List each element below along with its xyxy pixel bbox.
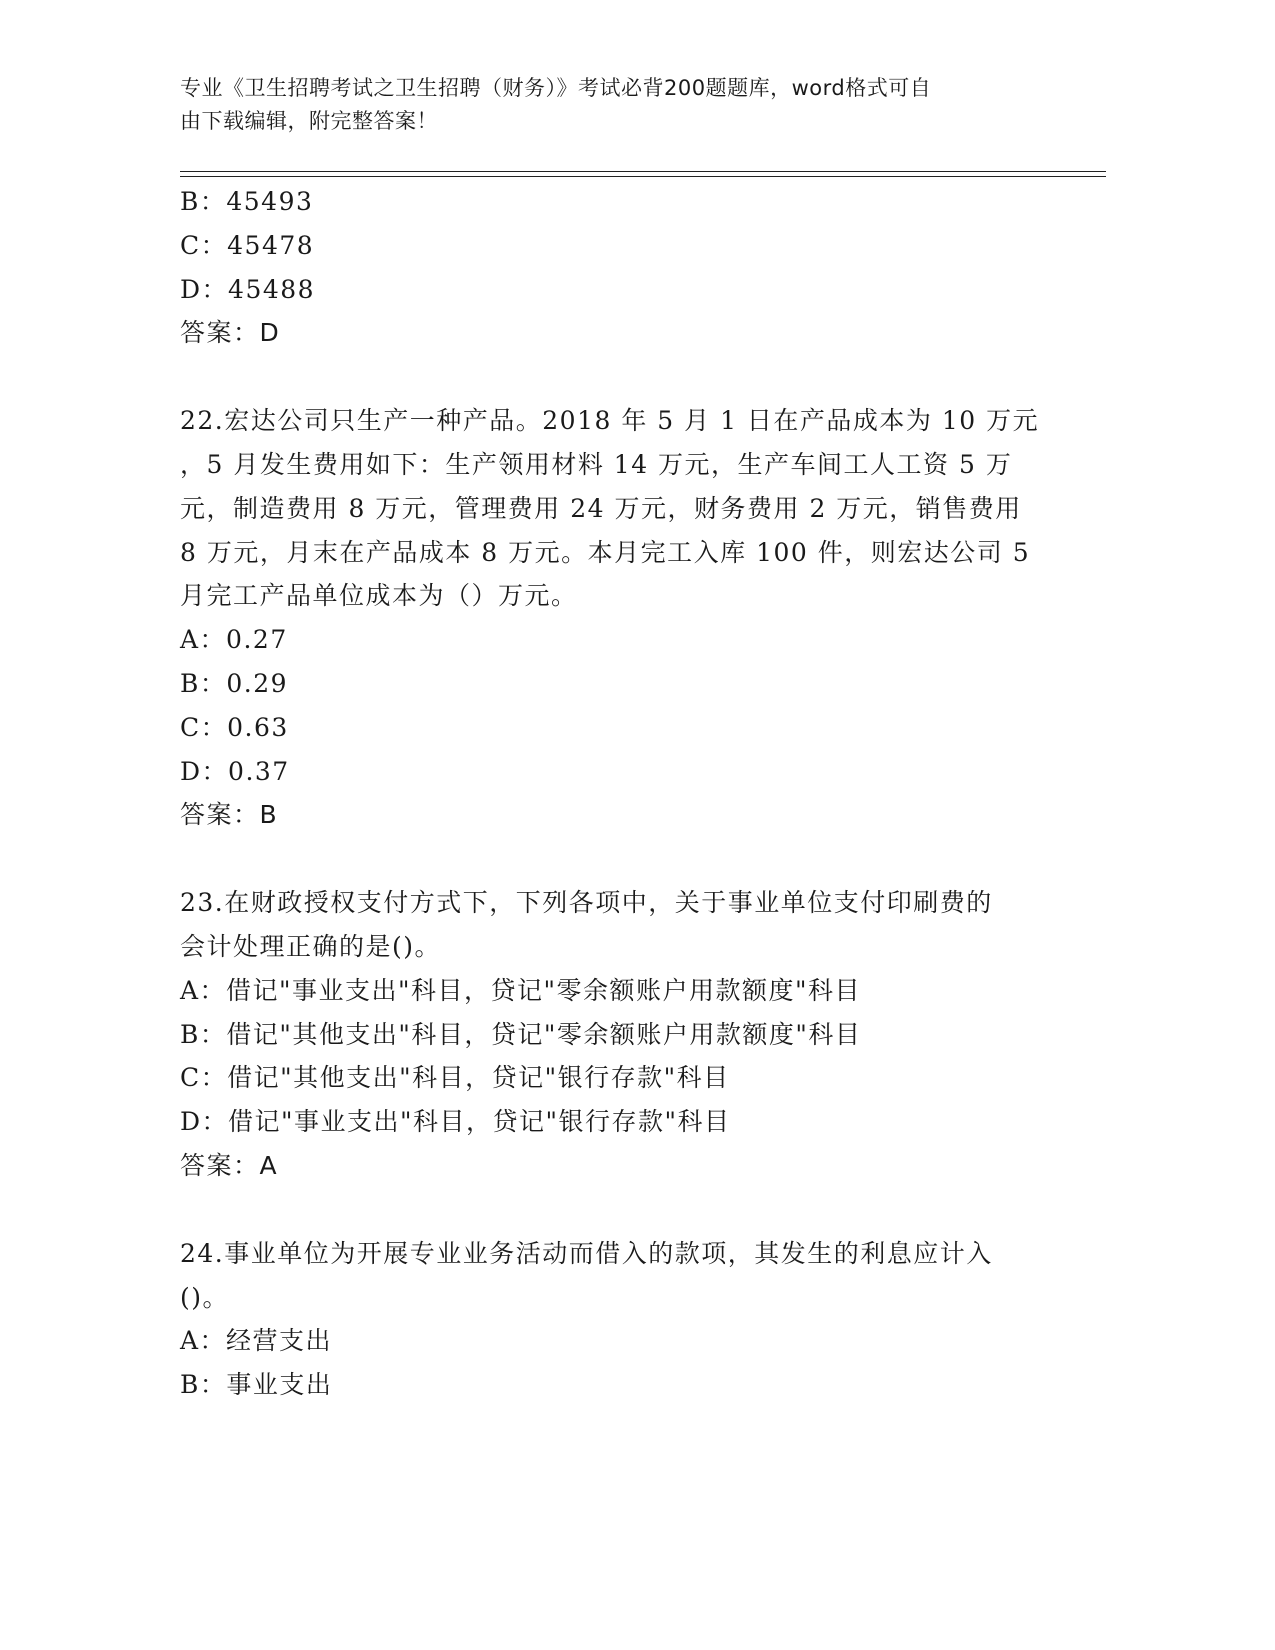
question-text-line: ()。 (180, 1282, 230, 1312)
header-line-1: 专业《卫生招聘考试之卫生招聘（财务）》考试必背200题题库，word格式可自 (180, 76, 932, 100)
question-text-line: 会计处理正确的是()。 (180, 931, 442, 961)
option-a: A：借记"事业支出"科目，贷记"零余额账户用款额度"科目 (180, 975, 862, 1005)
question-text-line: 8 万元，月末在产品成本 8 万元。本月完工入库 100 件，则宏达公司 5 (180, 537, 1031, 567)
question-text-line: 22.宏达公司只生产一种产品。2018 年 5 月 1 日在产品成本为 10 万元 (180, 406, 1040, 436)
question-23 (180, 881, 1060, 1188)
option-c: C：0.63 (180, 712, 289, 742)
question-24 (180, 1232, 1060, 1407)
option-b: B：0.29 (180, 668, 289, 698)
header-line-2: 由下载编辑，附完整答案！ (180, 109, 438, 133)
header-divider-bottom (180, 176, 1106, 177)
option-d: D：0.37 (180, 756, 290, 786)
question-text-line: 月完工产品单位成本为（）万元。 (180, 581, 578, 611)
answer-line: 答案：A (180, 1150, 279, 1180)
question-content (180, 180, 1060, 1407)
option-d: D：借记"事业支出"科目，贷记"银行存款"科目 (180, 1107, 731, 1137)
option-a: A：0.27 (180, 625, 288, 655)
option-b: B：45493 (180, 187, 314, 216)
option-b: B：借记"其他支出"科目，贷记"零余额账户用款额度"科目 (180, 1019, 862, 1049)
option-c: C：45478 (180, 230, 315, 260)
question-text-line: 元，制造费用 8 万元，管理费用 24 万元，财务费用 2 万元，销售费用 (180, 493, 1022, 523)
option-d: D：45488 (180, 274, 316, 304)
option-a: A：经营支出 (180, 1326, 333, 1356)
previous-question-tail (180, 180, 1060, 355)
answer-line: 答案：B (180, 800, 279, 830)
question-text-line: 23.在财政授权支付方式下，下列各项中，关于事业单位支付印刷费的 (180, 888, 993, 918)
question-text-line: ，5 月发生费用如下：生产领用材料 14 万元，生产车间工人工资 5 万 (180, 449, 1013, 479)
question-22 (180, 399, 1060, 837)
answer-line: 答案：D (180, 318, 281, 348)
header-divider-top (180, 171, 1106, 172)
question-text-line: 24.事业单位为开展专业业务活动而借入的款项，其发生的利息应计入 (180, 1238, 993, 1268)
option-c: C：借记"其他支出"科目，贷记"银行存款"科目 (180, 1063, 730, 1093)
option-b: B：事业支出 (180, 1370, 333, 1400)
document-header (180, 72, 1030, 138)
